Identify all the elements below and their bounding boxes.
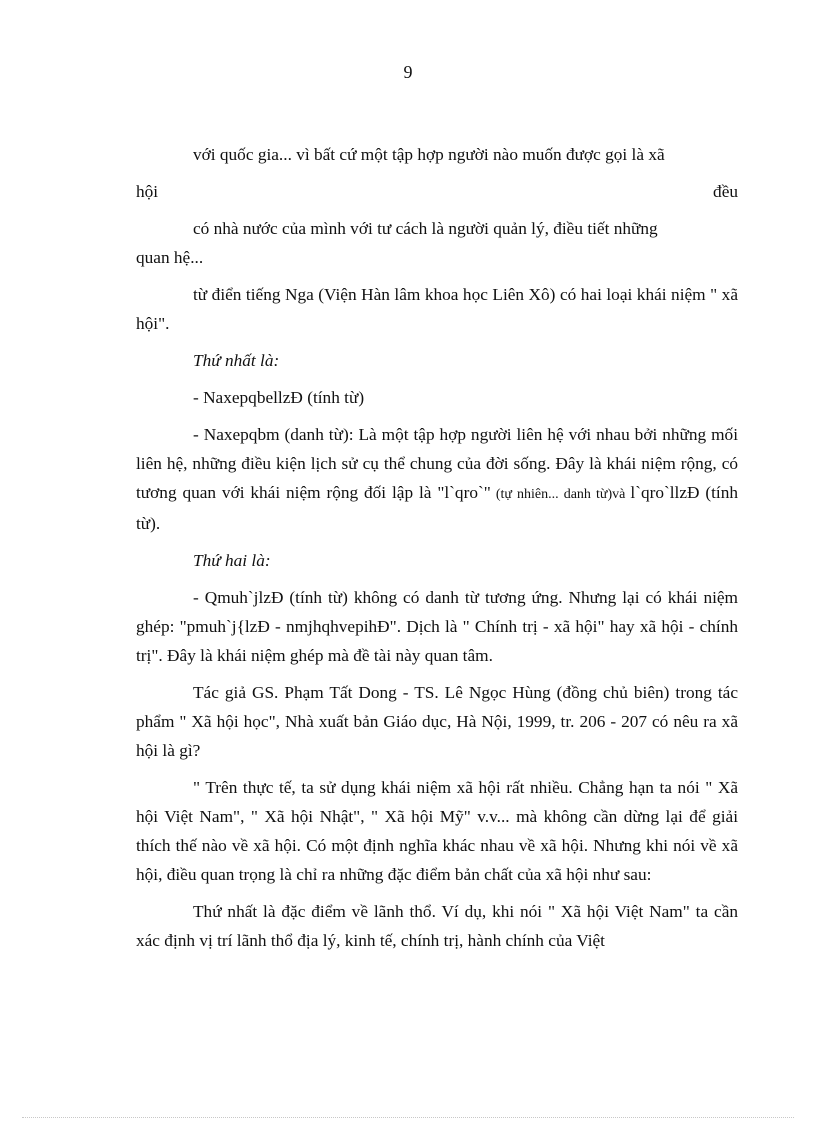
page-number: 9 (403, 62, 413, 82)
paragraph-tac-gia: Tác giả GS. Phạm Tất Dong - TS. Lê Ngọc Hùng (đồng chủ biên) trong tác phẩm " Xã hội học", Nhà xuất bản Giáo dục, Hà Nội, 1999, tr. 206 - 207 có nêu ra xã hội là gì? (136, 683, 738, 760)
item-danh-tu (136, 420, 738, 538)
item-danh-tu-main: - Naxepqbm (danh từ): Là một tập hợp người liên hệ với nhau bởi những mối liên hệ, những điều kiện lịch sử cụ thể chung của đời sống. Đây là khái niệm rộng, có tương quan với khái niệm rộng đối lập là "l`qro`" (136, 425, 738, 502)
line-2-right: đều (713, 182, 738, 201)
heading-thu-hai: Thứ hai là: (193, 551, 271, 570)
item-danh-tu-small: (tự nhiên... danh từ)và (490, 487, 631, 502)
paragraph-line-2 (136, 177, 738, 206)
item-danh-tu-end: l`qro`llzĐ (tính từ). (136, 483, 739, 533)
line-2-left: hội (136, 182, 159, 201)
paragraph-nha-nuoc-b: quan hệ... (136, 248, 204, 267)
paragraph-tu-dien: từ điển tiếng Nga (Viện Hàn lâm khoa học Liên Xô) có hai loại khái niệm " xã hội". (136, 285, 738, 333)
paragraph-tren-thuc-te: " Trên thực tế, ta sử dụng khái niệm xã hội rất nhiều. Chẳng hạn ta nói " Xã hội Việt Nam", " Xã hội Nhật", " Xã hội Mỹ" v.v... mà không cần dừng lại để giải thích thế nào về xã hội. Có một định nghĩa khác nhau về xã hội. Nhưng khi nói về xã hội, điều quan trọng là chỉ ra những đặc điểm bản chất của xã hội như sau: (136, 778, 738, 884)
item-tinh-tu-2: - Qmuh`jlzĐ (tính từ) không có danh từ tương ứng. Nhưng lại có khái niệm ghép: "pmuh`j{lzĐ - nmjhqhvepihĐ". Dịch là " Chính trị - xã hội" hay xã hội - chính trị". Đây là khái niệm ghép mà đề tài này quan tâm. (136, 588, 738, 665)
paragraph-line-1: với quốc gia... vì bất cứ một tập hợp người nào muốn được gọi là xã (193, 145, 665, 164)
document-body (136, 140, 738, 963)
paragraph-nha-nuoc (136, 214, 738, 272)
item-tinh-tu-1: - NaxepqbellzĐ (tính từ) (193, 388, 365, 407)
paragraph-thu-nhat-lanh-tho: Thứ nhất là đặc điểm về lãnh thổ. Ví dụ, khi nói " Xã hội Việt Nam" ta cần xác định vị trí lãnh thổ địa lý, kinh tế, chính trị, hành chính của Việt (136, 902, 738, 950)
paragraph-nha-nuoc-a: có nhà nước của mình với tư cách là người quản lý, điều tiết những (193, 219, 658, 238)
page-bottom-divider (22, 1117, 794, 1118)
heading-thu-nhat: Thứ nhất là: (193, 351, 280, 370)
